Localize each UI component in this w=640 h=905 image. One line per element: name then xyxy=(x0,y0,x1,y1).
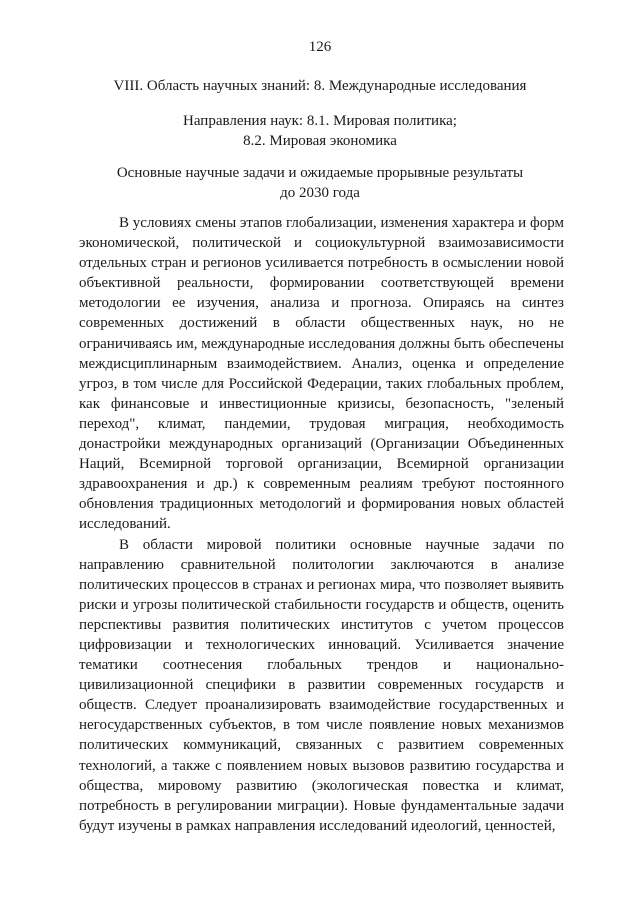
section-area-title: VIII. Область научных знаний: 8. Международные исследования xyxy=(113,78,527,94)
page-number: 126 xyxy=(308,39,332,55)
body-text xyxy=(79,213,564,836)
section-area-heading xyxy=(60,76,580,96)
tasks-heading-line-2: до 2030 года xyxy=(280,185,360,201)
tasks-heading xyxy=(60,163,580,203)
paragraph-1: В условиях смены этапов глобализации, изменения характера и форм экономической, политической и социокультурной взаимозависимости отдельных стран и регионов усиливается потребность в осмыслении новой объективной реальности, формировании соответствующей времени методологии ее изучения, анализа и прогноза. Опираясь на синтез современных достижений в области общественных наук, но не ограничиваясь им, международные исследования должны быть обеспечены междисциплинарным взаимодействием. Анализ, оценка и определение угроз, в том числе для Российской Федерации, таких глобальных проблем, как финансовые и инвестиционные кризисы, безопасность, "зеленый переход", климат, пандемии, трудовая миграция, необходимость донастройки международных организаций (Организации Объединенных Наций, Всемирной торговой организации, Всемирной организации здравоохранения и др.) к современным реалиям требуют постоянного обновления традиционных методологий и формирования новых областей исследований. xyxy=(79,215,564,533)
paragraph-2: В области мировой политики основные научные задачи по направлению сравнительной политологии заключаются в анализе политических процессов в странах и регионах мира, что позволяет выявить риски и угрозы политической стабильности государств и обществ, оценить перспективы развития политических институтов с учетом процессов цифровизации и технологических инноваций. Усиливается значение тематики соотнесения глобальных трендов и национально-цивилизационной специфики в развитии современных государств и обществ. Следует проанализировать взаимодействие государственных и негосударственных субъектов, в том числе появление новых механизмов политических коммуникаций, связанных с развитием современных технологий, а также с появлением новых вызовов развитию государства и общества, мировому развитию (экологическая повестка и климат, потребность в регулировании миграции). Новые фундаментальные задачи будут изучены в рамках направления исследований идеологий, ценностей, xyxy=(79,536,564,834)
tasks-heading-line-1: Основные научные задачи и ожидаемые прорывные результаты xyxy=(116,165,524,181)
science-direction-line-1: Направления наук: 8.1. Мировая политика; xyxy=(183,113,457,129)
science-direction-line-2: 8.2. Мировая экономика xyxy=(243,133,397,149)
science-direction-heading xyxy=(60,111,580,151)
